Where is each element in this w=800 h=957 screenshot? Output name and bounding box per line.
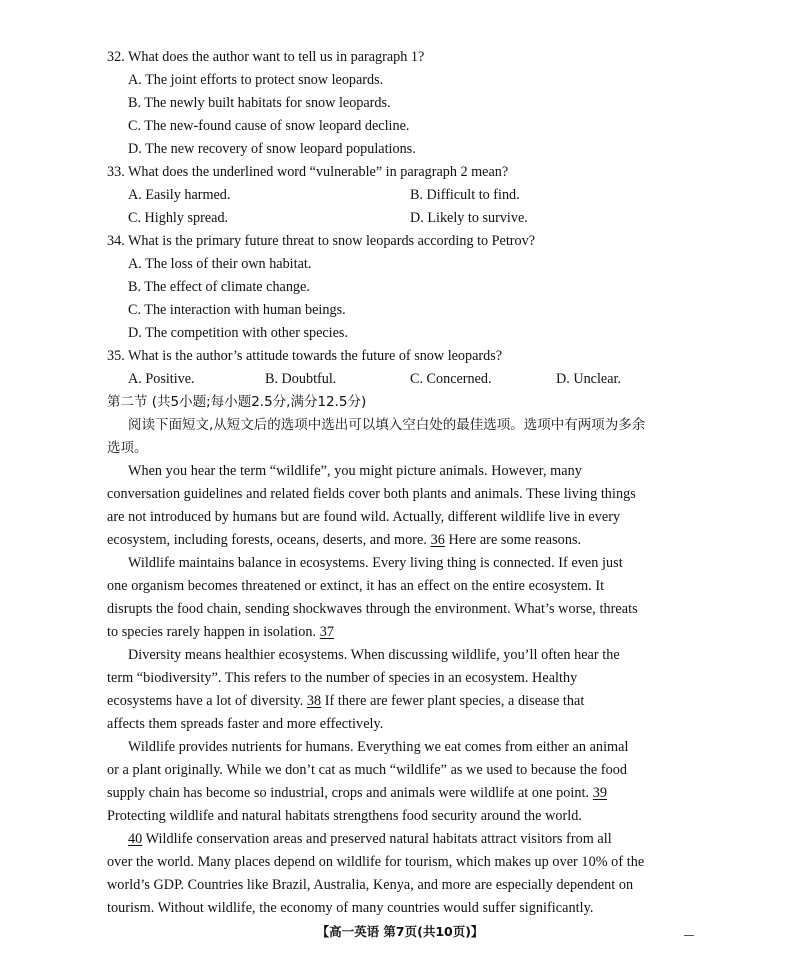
passage-p3-line-3 <box>107 691 584 711</box>
question-34-option-c: C. The interaction with human beings. <box>128 302 346 318</box>
passage-p1-line-1: When you hear the term “wildlife”, you might picture animals. However, many <box>128 463 582 479</box>
passage-p2-line-4 <box>107 622 334 642</box>
passage-p4-line-4: Protecting wildlife and natural habitats strengthens food security around the world. <box>107 808 583 824</box>
passage-p5-line-1-tail: Wildlife conservation areas and preserved natural habitats attract visitors from all <box>142 831 612 847</box>
question-33-option-c: C. Highly spread. <box>128 210 229 226</box>
question-35-option-d: D. Unclear. <box>556 371 621 387</box>
blank-40: 40 <box>128 831 143 847</box>
question-34-option-b: B. The effect of climate change. <box>128 279 310 295</box>
question-35-stem: 35. What is the author’s attitude towards the future of snow leopards? <box>107 348 503 364</box>
passage-p5-line-3: world’s GDP. Countries like Brazil, Australia, Kenya, and more are especially dependent on <box>107 877 634 893</box>
blank-37: 37 <box>319 624 335 640</box>
question-32-stem: 32. What does the author want to tell us in paragraph 1? <box>107 49 425 65</box>
section-2-heading: 第二节 (共5小题;每小题2.5分,满分12.5分) <box>107 394 367 410</box>
blank-36: 36 <box>430 532 445 548</box>
passage-p3-line-2: term “biodiversity”. This refers to the number of species in an ecosystem. Healthy <box>107 670 578 686</box>
question-32-option-d: D. The new recovery of snow leopard populations. <box>128 141 416 157</box>
passage-p4-line-3-text: supply chain has become so industrial, crops and animals were wildlife at one point. <box>107 785 590 801</box>
passage-p2-line-4-text: to species rarely happen in isolation. <box>107 624 317 640</box>
question-32-option-a: A. The joint efforts to protect snow leopards. <box>128 72 384 88</box>
passage-p2-line-2: one organism becomes threatened or extinct, it has an effect on the entire ecosystem. It <box>107 578 605 594</box>
passage-p5-line-2: over the world. Many places depend on wildlife for tourism, which makes up over 10% of the <box>107 854 645 870</box>
passage-p3-line-3-tail: If there are fewer plant species, a disease that <box>321 693 585 709</box>
passage-p4-line-3 <box>107 783 607 803</box>
blank-38: 38 <box>306 693 322 709</box>
section-2-instruction-line-1: 阅读下面短文,从短文后的选项中选出可以填入空白处的最佳选项。选项中有两项为多余 <box>128 417 646 433</box>
passage-p4-line-1: Wildlife provides nutrients for humans. Everything we eat comes from either an animal <box>128 739 629 755</box>
passage-p1-line-4-tail: Here are some reasons. <box>444 532 582 548</box>
question-34-option-d: D. The competition with other species. <box>128 325 348 341</box>
passage-p3-line-3-text: ecosystems have a lot of diversity. <box>107 693 304 709</box>
question-33-stem: 33. What does the underlined word “vulnerable” in paragraph 2 mean? <box>107 164 509 180</box>
passage-p5-line-4: tourism. Without wildlife, the economy of many countries would suffer significantly. <box>107 900 594 916</box>
question-33-option-d: D. Likely to survive. <box>410 210 528 226</box>
question-33-option-b: B. Difficult to find. <box>410 187 520 203</box>
question-35-option-a: A. Positive. <box>128 371 195 387</box>
passage-p3-line-1: Diversity means healthier ecosystems. When discussing wildlife, you’ll often hear the <box>128 647 620 663</box>
passage-p4-line-2: or a plant originally. While we don’t cat as much “wildlife” as we used to because the food <box>107 762 627 778</box>
question-35-option-c: C. Concerned. <box>410 371 492 387</box>
question-32-option-c: C. The new-found cause of snow leopard decline. <box>128 118 410 134</box>
corner-dash <box>684 935 694 936</box>
passage-p3-line-4: affects them spreads faster and more effectively. <box>107 716 384 732</box>
page-footer: 【高一英语 第7页(共10页)】 <box>316 924 484 939</box>
passage-p1-line-4-text: ecosystem, including forests, oceans, deserts, and more. <box>107 532 427 548</box>
passage-p1-line-4 <box>107 530 581 550</box>
question-34-stem: 34. What is the primary future threat to snow leopards according to Petrov? <box>107 233 536 249</box>
passage-p1-line-3: are not introduced by humans but are found wild. Actually, different wildlife live in every <box>107 509 621 525</box>
passage-p2-line-1: Wildlife maintains balance in ecosystems. Every living thing is connected. If even just <box>128 555 623 571</box>
passage-p2-line-3: disrupts the food chain, sending shockwaves through the environment. What’s worse, threats <box>107 601 638 617</box>
section-2-instruction-line-2: 选项。 <box>107 440 148 456</box>
question-35-option-b: B. Doubtful. <box>265 371 337 387</box>
passage-p5-line-1 <box>128 829 612 849</box>
question-32-option-b: B. The newly built habitats for snow leopards. <box>128 95 391 111</box>
question-34-option-a: A. The loss of their own habitat. <box>128 256 312 272</box>
question-33-option-a: A. Easily harmed. <box>128 187 231 203</box>
blank-39: 39 <box>592 785 608 801</box>
passage-p1-line-2: conversation guidelines and related fields cover both plants and animals. These living things <box>107 486 636 502</box>
